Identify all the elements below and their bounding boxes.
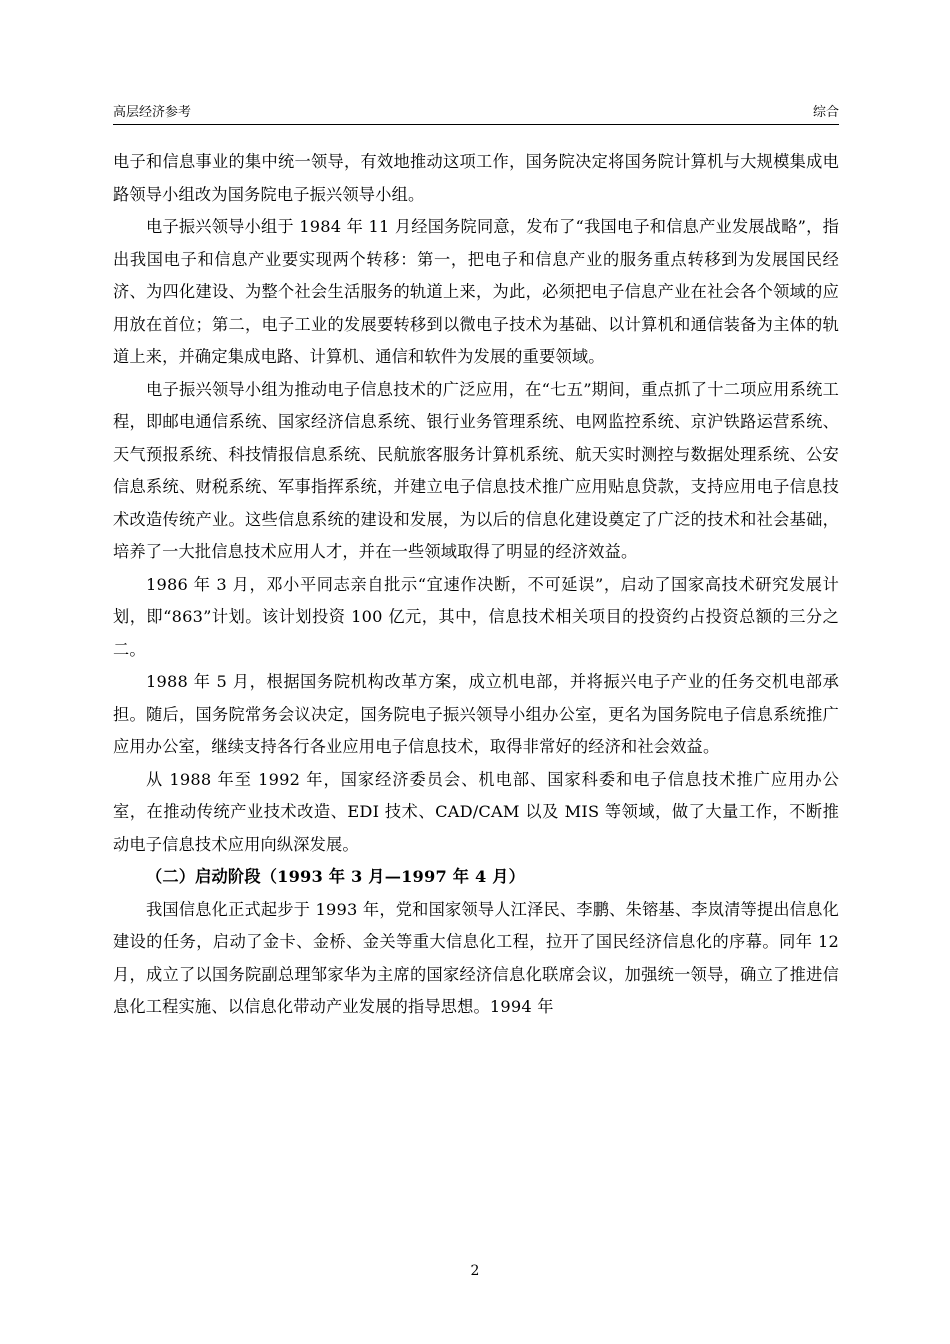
paragraph: 1988 年 5 月，根据国务院机构改革方案，成立机电部，并将振兴电子产业的任务交机电部承担。随后，国务院常务会议决定，国务院电子振兴领导小组办公室，更名为国务院电子信息系统推广应用办公室，继续支持各行各业应用电子信息技术，取得非常好的经济和社会效益。 [113, 672, 839, 756]
paragraph: 电子振兴领导小组为推动电子信息技术的广泛应用，在“七五”期间，重点抓了十二项应用系统工程，即邮电通信系统、国家经济信息系统、银行业务管理系统、电网监控系统、京沪铁路运营系统、天气预报系统、科技情报信息系统、民航旅客服务计算机系统、航天实时测控与数据处理系统、公安信息系统、财税系统、军事指挥系统，并建立电子信息技术推广应用贴息贷款，支持应用电子信息技术改造传统产业。这些信息系统的建设和发展，为以后的信息化建设奠定了广泛的技术和社会基础，培养了一大批信息技术应用人才，并在一些领域取得了明显的经济效益。 [113, 379, 839, 561]
body-text [113, 146, 839, 1024]
section-heading: （二）启动阶段（1993 年 3 月—1997 年 4 月） [146, 867, 526, 886]
header-publication-title: 高层经济参考 [113, 105, 192, 120]
paragraph-continuation: 电子和信息事业的集中统一领导，有效地推动这项工作，国务院决定将国务院计算机与大规模集成电路领导小组改为国务院电子振兴领导小组。 [113, 152, 839, 204]
page-header [113, 104, 839, 125]
page-number: 2 [470, 1263, 480, 1279]
paragraph: 我国信息化正式起步于 1993 年，党和国家领导人江泽民、李鹏、朱镕基、李岚清等提出信息化建设的任务，启动了金卡、金桥、金关等重大信息化工程，拉开了国民经济信息化的序幕。同年 12 月，成立了以国务院副总理邹家华为主席的国家经济信息化联席会议，加强统一领导，确立了推进信息化工程实施、以信息化带动产业发展的指导思想。1994 年 [113, 899, 839, 1016]
paragraph: 电子振兴领导小组于 1984 年 11 月经国务院同意，发布了“我国电子和信息产业发展战略”，指出我国电子和信息产业要实现两个转移：第一，把电子和信息产业的服务重点转移到为发展国民经济、为四化建设、为整个社会生活服务的轨道上来，为此，必须把电子信息产业在社会各个领域的应用放在首位；第二，电子工业的发展要转移到以微电子技术为基础、以计算机和通信装备为主体的轨道上来，并确定集成电路、计算机、通信和软件为发展的重要领域。 [113, 217, 839, 366]
paragraph: 1986 年 3 月，邓小平同志亲自批示“宜速作决断，不可延误”，启动了国家高技术研究发展计划，即“863”计划。该计划投资 100 亿元，其中，信息技术相关项目的投资约占投资总额的三分之二。 [113, 574, 839, 659]
paragraph: 从 1988 年至 1992 年，国家经济委员会、机电部、国家科委和电子信息技术推广应用办公室，在推动传统产业技术改造、EDI 技术、CAD/CAM 以及 MIS 等领域，做了大量工作，不断推动电子信息技术应用向纵深发展。 [113, 769, 839, 854]
header-section-label: 综合 [812, 105, 839, 120]
